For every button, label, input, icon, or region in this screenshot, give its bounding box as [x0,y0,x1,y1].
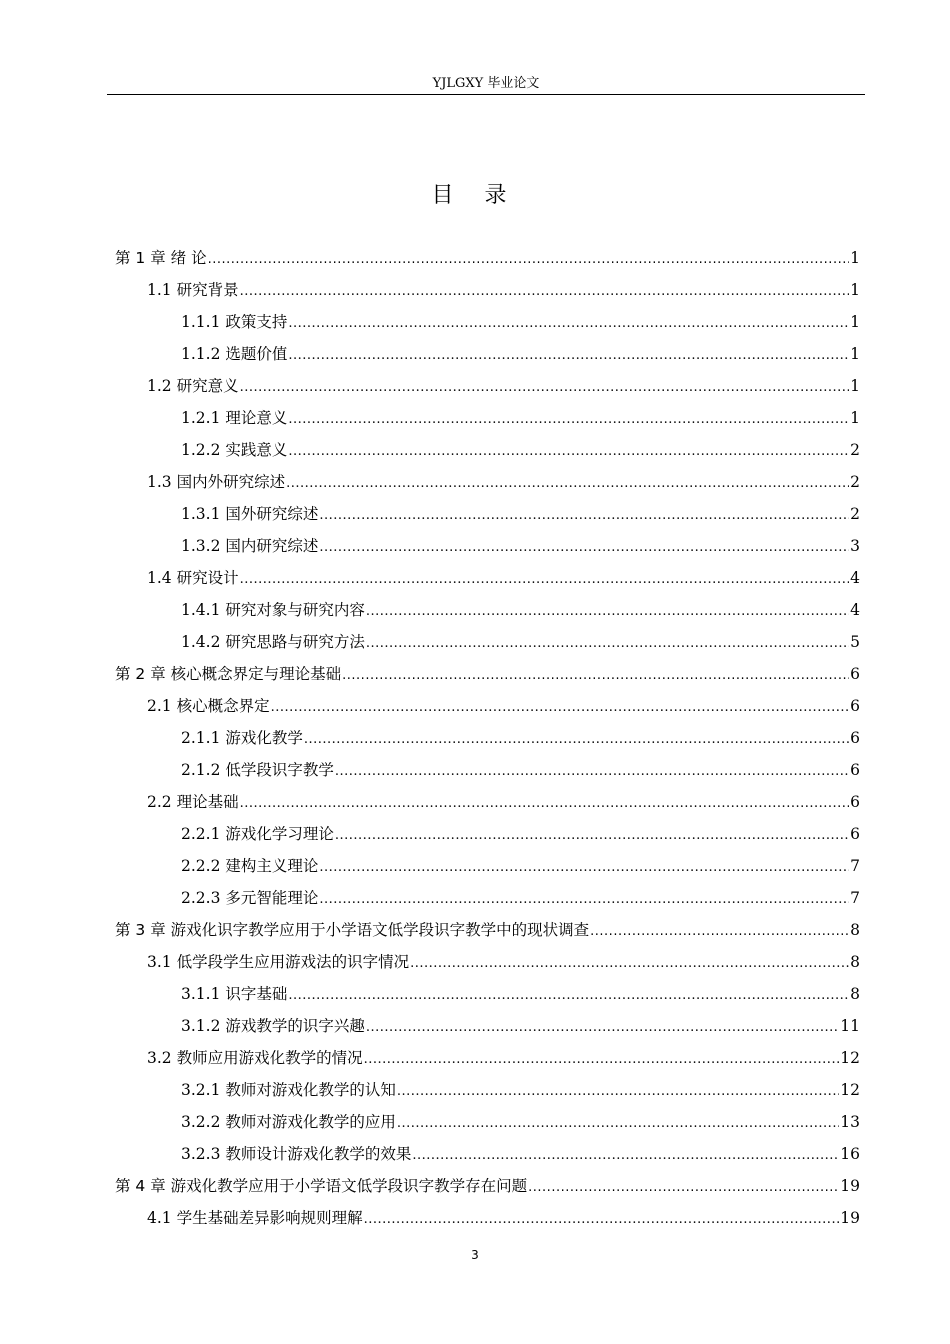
dot-leader [240,790,850,818]
toc-entry-label: 第 1 章 绪 论 [115,249,207,267]
toc-entry-page: 7 [850,889,860,907]
toc-entry-label: 2.1.1 游戏化教学 [181,729,303,747]
dot-leader [319,502,849,530]
dot-leader [271,694,850,722]
toc-section-entry[interactable] [115,1044,860,1076]
toc-entry-page: 19 [840,1209,860,1227]
dot-leader [319,534,849,562]
toc-chapter-entry[interactable] [115,244,860,276]
toc-section-entry[interactable] [115,948,860,980]
toc-entry-label: 4.1 学生基础差异影响规则理解 [147,1209,363,1227]
dot-leader [342,662,849,690]
toc-title: 目 录 [431,183,519,208]
dot-leader [304,726,849,754]
toc-entry-label: 1.1.2 选题价值 [181,345,288,363]
toc-entry-page: 6 [850,825,860,843]
toc-entry-label: 3.1.1 识字基础 [181,985,288,1003]
toc-entry-label: 3.2.2 教师对游戏化教学的应用 [181,1113,396,1131]
dot-leader [288,982,849,1010]
toc-entry-page: 6 [850,793,860,811]
toc-entry-page: 7 [850,857,860,875]
dot-leader [288,438,849,466]
toc-subsection-entry[interactable] [115,596,860,628]
toc-subsection-entry[interactable] [115,436,860,468]
toc-subsection-entry[interactable] [115,852,860,884]
toc-subsection-entry[interactable] [115,628,860,660]
toc-subsection-entry[interactable] [115,1012,860,1044]
toc-entry-label: 1.2 研究意义 [147,377,239,395]
toc-entry-page: 1 [850,281,860,299]
toc-entry-label: 1.4.1 研究对象与研究内容 [181,601,365,619]
dot-leader [288,406,849,434]
toc-subsection-entry[interactable] [115,500,860,532]
toc-entry-page: 2 [850,505,860,523]
toc-entry-page: 5 [850,633,860,651]
dot-leader [366,1014,839,1042]
toc-entry-label: 2.2.1 游戏化学习理论 [181,825,334,843]
toc-subsection-entry[interactable] [115,404,860,436]
toc-entry-label: 1.3.2 国内研究综述 [181,537,319,555]
toc-entry-label: 1.1.1 政策支持 [181,313,288,331]
toc-entry-label: 3.2.3 教师设计游戏化教学的效果 [181,1145,412,1163]
toc-entry-page: 1 [850,377,860,395]
dot-leader [240,278,850,306]
toc-chapter-entry[interactable] [115,916,860,948]
toc-entry-page: 12 [840,1081,860,1099]
toc-entry-label: 3.1.2 游戏教学的识字兴趣 [181,1017,365,1035]
toc-section-entry[interactable] [115,372,860,404]
toc-section-entry[interactable] [115,276,860,308]
toc-entry-label: 第 2 章 核心概念界定与理论基础 [115,665,342,683]
toc-entry-page: 6 [850,761,860,779]
toc-subsection-entry[interactable] [115,308,860,340]
toc-entry-page: 6 [850,697,860,715]
toc-subsection-entry[interactable] [115,1108,860,1140]
toc-entry-page: 11 [840,1017,860,1035]
toc-entry-page: 1 [850,249,860,267]
toc-entry-label: 第 4 章 游戏化教学应用于小学语文低学段识字教学存在问题 [115,1177,528,1195]
toc-entry-page: 6 [850,729,860,747]
dot-leader [288,310,849,338]
toc-entry-page: 3 [850,537,860,555]
toc-section-entry[interactable] [115,468,860,500]
dot-leader [364,1206,840,1234]
dot-leader [366,598,849,626]
dot-leader [240,566,850,594]
toc-entry-label: 2.1.2 低学段识字教学 [181,761,334,779]
toc-subsection-entry[interactable] [115,820,860,852]
toc-section-entry[interactable] [115,788,860,820]
toc-chapter-entry[interactable] [115,1172,860,1204]
dot-leader [319,854,849,882]
dot-leader [335,758,849,786]
toc-entry-page: 1 [850,313,860,331]
dot-leader [364,1046,840,1074]
toc-entry-label: 2.1 核心概念界定 [147,697,270,715]
toc-entry-label: 1.4 研究设计 [147,569,239,587]
toc-entry-label: 2.2.3 多元智能理论 [181,889,319,907]
toc-entry-label: 1.1 研究背景 [147,281,239,299]
toc-entry-label: 3.2.1 教师对游戏化教学的认知 [181,1081,396,1099]
dot-leader [240,374,850,402]
toc-subsection-entry[interactable] [115,340,860,372]
toc-chapter-entry[interactable] [115,660,860,692]
toc-entry-label: 2.2 理论基础 [147,793,239,811]
toc-entry-page: 6 [850,665,860,683]
toc-entry-page: 12 [840,1049,860,1067]
toc-section-entry[interactable] [115,564,860,596]
toc-subsection-entry[interactable] [115,724,860,756]
toc-entry-label: 3.2 教师应用游戏化教学的情况 [147,1049,363,1067]
toc-entry-page: 16 [840,1145,860,1163]
toc-entry-label: 1.3.1 国外研究综述 [181,505,319,523]
toc-entry-page: 8 [850,985,860,1003]
toc-entry-page: 19 [840,1177,860,1195]
toc-subsection-entry[interactable] [115,980,860,1012]
toc-section-entry[interactable] [115,692,860,724]
toc-subsection-entry[interactable] [115,884,860,916]
dot-leader [528,1174,839,1202]
page-number: 3 [471,1248,479,1262]
table-of-contents [115,244,860,1236]
toc-subsection-entry[interactable] [115,1140,860,1172]
dot-leader [397,1078,839,1106]
dot-leader [590,918,849,946]
toc-entry-page: 4 [850,569,860,587]
dot-leader [288,342,849,370]
dot-leader [410,950,849,978]
toc-entry-label: 3.1 低学段学生应用游戏法的识字情况 [147,953,410,971]
toc-entry-page: 8 [850,953,860,971]
toc-entry-label: 1.3 国内外研究综述 [147,473,286,491]
toc-entry-label: 1.4.2 研究思路与研究方法 [181,633,365,651]
dot-leader [366,630,849,658]
toc-entry-label: 第 3 章 游戏化识字教学应用于小学语文低学段识字教学中的现状调查 [115,921,590,939]
toc-entry-label: 1.2.1 理论意义 [181,409,288,427]
toc-subsection-entry[interactable] [115,756,860,788]
dot-leader [397,1110,839,1138]
toc-entry-page: 4 [850,601,860,619]
toc-entry-label: 1.2.2 实践意义 [181,441,288,459]
toc-entry-page: 1 [850,345,860,363]
dot-leader [319,886,849,914]
toc-subsection-entry[interactable] [115,532,860,564]
toc-entry-label: 2.2.2 建构主义理论 [181,857,319,875]
toc-entry-page: 8 [850,921,860,939]
page-header: YJLGXY 毕业论文 [107,72,865,95]
dot-leader [335,822,849,850]
dot-leader [412,1142,839,1170]
toc-section-entry[interactable] [115,1204,860,1236]
toc-subsection-entry[interactable] [115,1076,860,1108]
dot-leader [208,246,850,274]
toc-entry-page: 1 [850,409,860,427]
dot-leader [286,470,849,498]
toc-entry-page: 2 [850,441,860,459]
toc-entry-page: 2 [850,473,860,491]
toc-entry-page: 13 [840,1113,860,1131]
